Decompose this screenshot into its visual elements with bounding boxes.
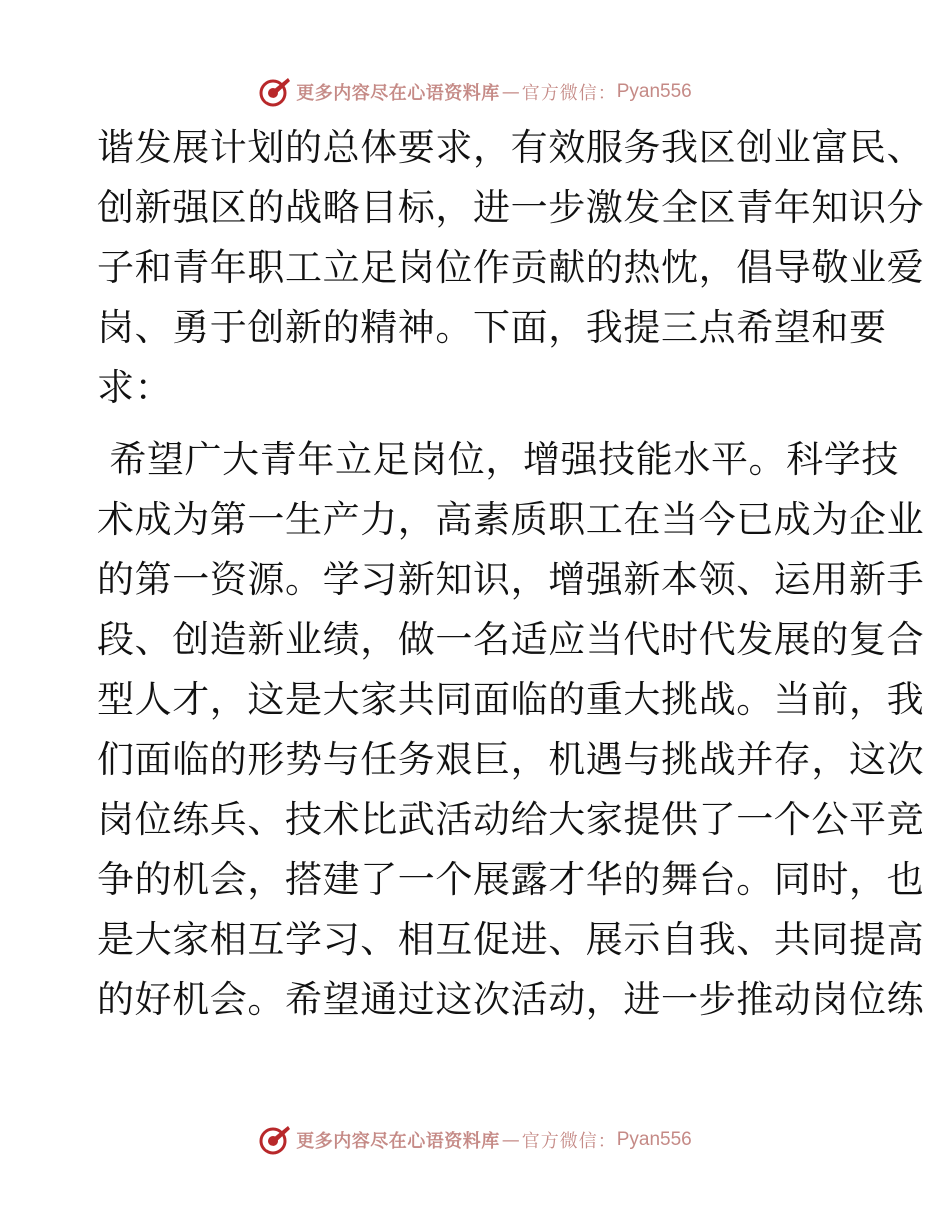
text-line: 段、创造新业绩，做一名适应当代时代发展的复合 [97, 618, 925, 661]
text-line: 岗位练兵、技术比武活动给大家提供了一个公平竞 [97, 798, 925, 841]
paragraph-gap [97, 418, 857, 430]
text-line: 争的机会，搭建了一个展露才华的舞台。同时，也 [97, 858, 925, 901]
text-line: 岗、勇于创新的精神。下面，我提三点希望和要 [97, 306, 887, 349]
brand-logo-icon [258, 1123, 292, 1157]
text-line: 子和青年职工立足岗位作贡献的热忱，倡导敬业爱 [97, 246, 925, 289]
footer-banner [0, 1120, 950, 1160]
text-line: 求： [97, 366, 173, 409]
header-wechat-label: 官方微信： [521, 83, 617, 104]
paragraph-1 [97, 118, 925, 418]
text-line: 术成为第一生产力，高素质职工在当今已成为企业 [97, 498, 925, 541]
text-line: 创新强区的战略目标，进一步激发全区青年知识分 [97, 186, 925, 229]
text-line: 希望广大青年立足岗位，增强技能水平。科学技 [97, 438, 899, 481]
text-line: 们面临的形势与任务艰巨，机遇与挑战并存，这次 [97, 738, 925, 781]
header-banner [0, 72, 950, 112]
text-line: 型人才，这是大家共同面临的重大挑战。当前，我 [97, 678, 925, 721]
text-line: 谐发展计划的总体要求，有效服务我区创业富民、 [97, 126, 925, 169]
text-line: 是大家相互学习、相互促进、展示自我、共同提高 [97, 918, 925, 961]
footer-brand-text: 更多内容尽在心语资料库 [296, 1131, 500, 1152]
document-body [97, 118, 925, 1030]
header-separator: — [501, 81, 520, 103]
header-wechat-id: Pyan556 [616, 81, 692, 102]
brand-logo-icon [258, 75, 292, 109]
footer-wechat-id: Pyan556 [616, 1129, 692, 1150]
footer-separator: — [501, 1129, 520, 1151]
footer-wechat-label: 官方微信： [521, 1131, 617, 1152]
text-line: 的第一资源。学习新知识，增强新本领、运用新手 [97, 558, 925, 601]
paragraph-2 [97, 430, 925, 1030]
text-line: 的好机会。希望通过这次活动，进一步推动岗位练 [97, 978, 925, 1021]
header-brand-text: 更多内容尽在心语资料库 [296, 83, 500, 104]
